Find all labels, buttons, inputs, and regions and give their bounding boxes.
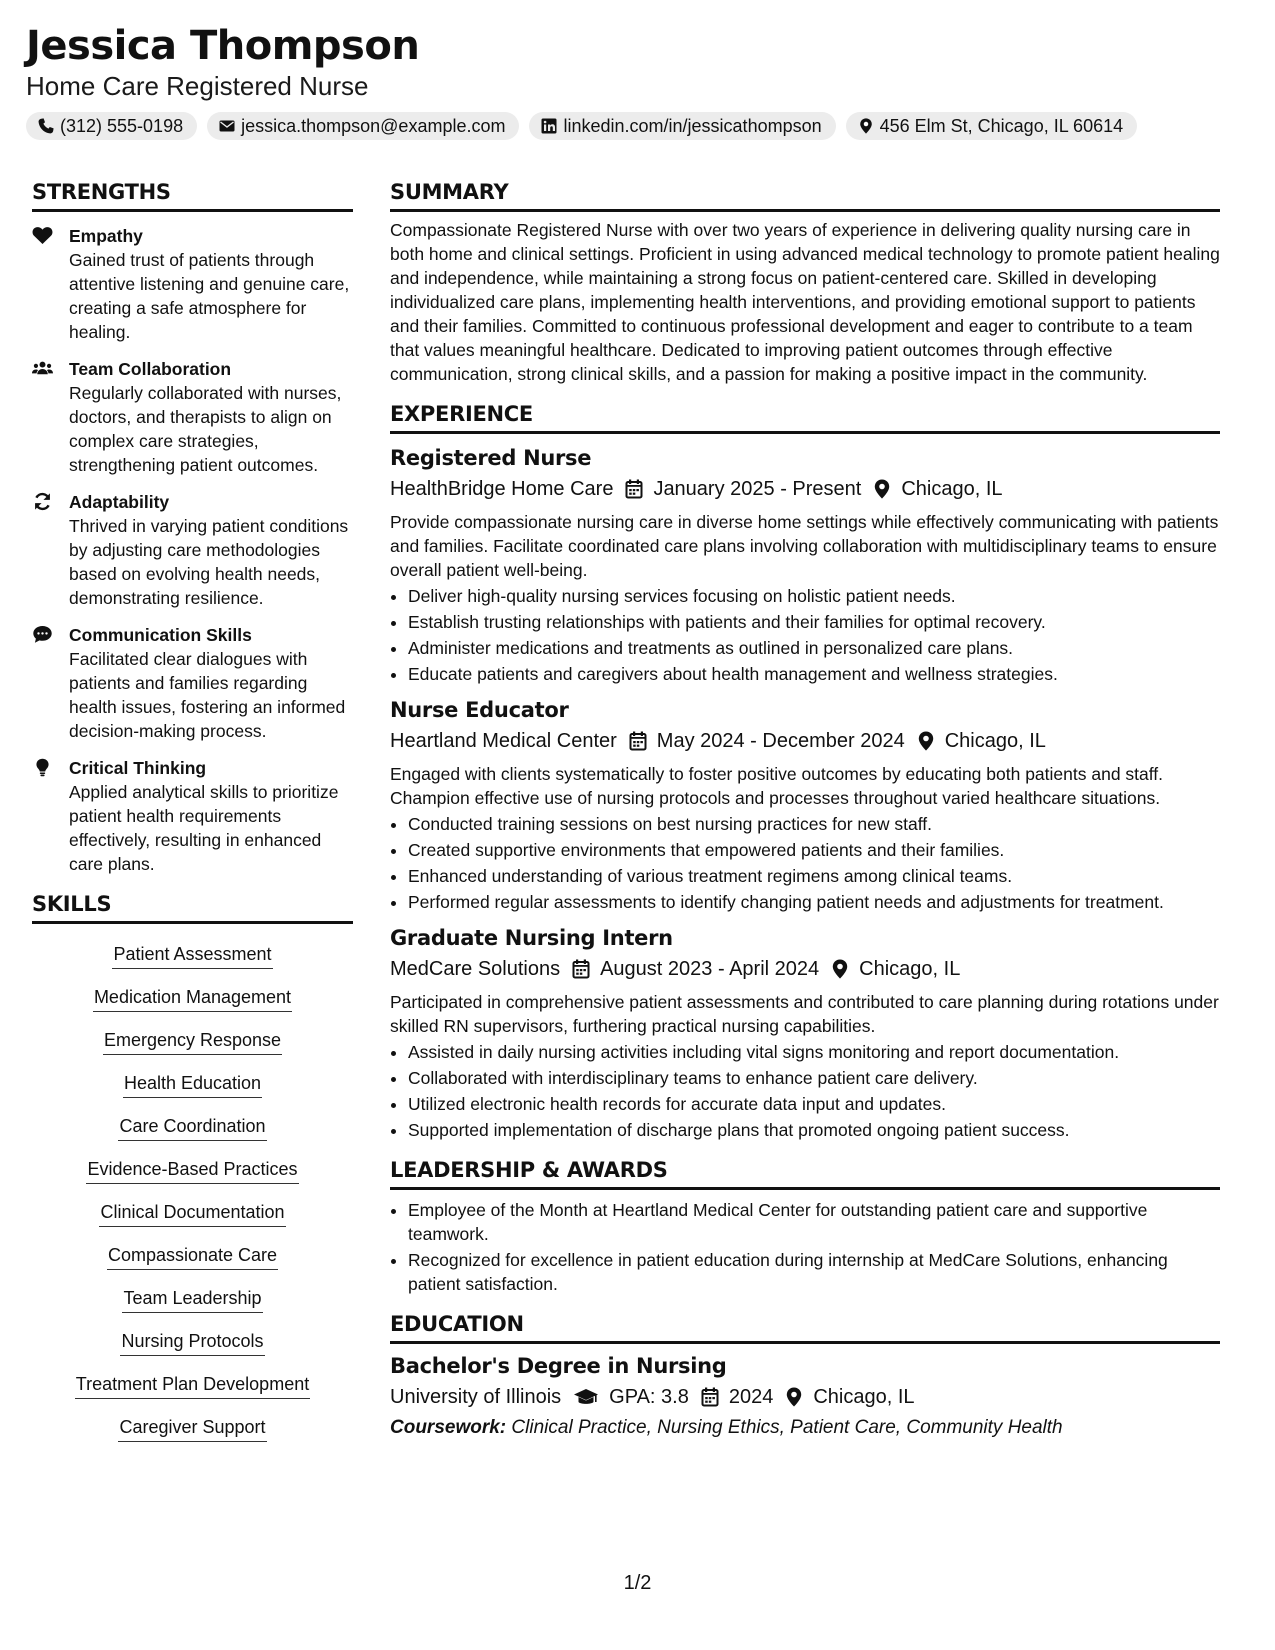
envelope-icon <box>219 118 235 134</box>
job-dates: May 2024 - December 2024 <box>656 730 905 752</box>
candidate-name: Jessica Thompson <box>26 23 420 69</box>
job-company: Heartland Medical Center <box>390 730 617 752</box>
linkedin-icon <box>541 118 557 134</box>
job-location: Chicago, IL <box>944 730 1046 752</box>
skills-heading: SKILLS <box>32 890 353 924</box>
skill-tag: Treatment Plan Development <box>75 1372 310 1399</box>
job-company: MedCare Solutions <box>390 958 561 980</box>
job-entry <box>390 444 1220 686</box>
strength-title: Team Collaboration <box>69 359 232 379</box>
strength-desc: Facilitated clear dialogues with patients and families regarding health issues, fostering an informed decision-making process. <box>69 649 346 741</box>
list-item: • Collaborated with interdisciplinary teams to enhance patient care delivery. <box>408 1066 1220 1090</box>
skill-tag: Patient Assessment <box>112 942 272 969</box>
job-meta <box>390 474 1220 504</box>
gpa: GPA: 3.8 <box>609 1386 689 1408</box>
leadership-bullets <box>390 1198 1220 1296</box>
lightbulb-icon <box>32 758 53 777</box>
education-heading: EDUCATION <box>390 1310 1220 1344</box>
job-bullets <box>390 812 1220 914</box>
job-title: Home Care Registered Nurse <box>26 71 369 101</box>
strength-item <box>32 623 353 743</box>
job-dates: August 2023 - April 2024 <box>600 958 820 980</box>
strengths-heading: STRENGTHS <box>32 178 353 212</box>
strengths-list <box>32 224 353 876</box>
list-item: • Recognized for excellence in patient education during internship at MedCare Solutions, enhancing patient satisfaction. <box>408 1248 1220 1296</box>
experience-heading: EXPERIENCE <box>390 400 1220 434</box>
skill-tag: Compassionate Care <box>107 1243 278 1270</box>
strength-item <box>32 357 353 477</box>
phone-icon <box>38 118 54 134</box>
job-location: Chicago, IL <box>901 478 1003 500</box>
skill-tag: Team Leadership <box>122 1286 262 1313</box>
linkedin-text: linkedin.com/in/jessicathompson <box>563 116 822 136</box>
right-column <box>390 178 1220 1442</box>
job-entry <box>390 924 1220 1142</box>
job-entry-title: Graduate Nursing Intern <box>390 926 673 950</box>
strength-title: Critical Thinking <box>69 758 207 778</box>
skill-tag: Health Education <box>123 1071 262 1098</box>
job-desc: Provide compassionate nursing care in diverse home settings while effectively communicating with patients and families. Facilitate coordinated care plans involving collaboration with multidisciplinary teams to ensure overall patient well-being. <box>390 512 1219 580</box>
education-meta <box>390 1382 1220 1412</box>
leadership-heading: LEADERSHIP & AWARDS <box>390 1156 1220 1190</box>
job-desc: Participated in comprehensive patient assessments and contributed to care planning during rotations under skilled RN supervisors, furthering practical nursing capabilities. <box>390 992 1219 1036</box>
list-item: • Performed regular assessments to identify changing patient needs and adjustments for treatment. <box>408 890 1220 914</box>
list-item: • Enhanced understanding of various treatment regimens among clinical teams. <box>408 864 1220 888</box>
page-number: 1/2 <box>623 1572 652 1594</box>
strength-title: Adaptability <box>69 492 170 512</box>
skill-tag: Care Coordination <box>118 1114 266 1141</box>
sync-icon <box>32 492 53 511</box>
calendar-icon <box>572 959 590 979</box>
skill-tag: Caregiver Support <box>118 1415 266 1442</box>
contact-phone[interactable] <box>26 112 197 140</box>
job-entry <box>390 696 1220 914</box>
job-company: HealthBridge Home Care <box>390 478 614 500</box>
job-entry-title: Nurse Educator <box>390 698 569 722</box>
contact-linkedin[interactable] <box>529 112 835 140</box>
map-pin-icon <box>858 118 874 134</box>
map-pin-icon <box>831 959 849 979</box>
comment-icon <box>32 625 53 644</box>
list-item: • Deliver high-quality nursing services focusing on holistic patient needs. <box>408 584 1220 608</box>
list-item: • Conducted training sessions on best nursing practices for new staff. <box>408 812 1220 836</box>
job-meta <box>390 726 1220 756</box>
list-item: • Employee of the Month at Heartland Medical Center for outstanding patient care and supportive teamwork. <box>408 1198 1220 1246</box>
list-item: • Assisted in daily nursing activities including vital signs monitoring and report documentation. <box>408 1040 1220 1064</box>
map-pin-icon <box>917 731 935 751</box>
map-pin-icon <box>785 1387 803 1407</box>
degree-title: Bachelor's Degree in Nursing <box>390 1354 727 1378</box>
email-text: jessica.thompson@example.com <box>241 116 506 136</box>
list-item: • Utilized electronic health records for accurate data input and updates. <box>408 1092 1220 1116</box>
strength-item <box>32 756 353 876</box>
address-text: 456 Elm St, Chicago, IL 60614 <box>879 116 1124 136</box>
heart-icon <box>32 226 53 245</box>
job-dates: January 2025 - Present <box>653 478 862 500</box>
coursework-label: Coursework: <box>390 1417 507 1438</box>
calendar-icon <box>701 1387 719 1407</box>
users-icon <box>32 359 53 378</box>
coursework <box>390 1414 1220 1442</box>
skill-tag: Evidence-Based Practices <box>86 1157 298 1184</box>
school-location: Chicago, IL <box>813 1386 915 1408</box>
coursework-list: Clinical Practice, Nursing Ethics, Patient Care, Community Health <box>511 1417 1063 1438</box>
summary-text: Compassionate Registered Nurse with over two years of experience in delivering quality nursing care in both home and clinical settings. Proficient in using advanced medical technology to promote patient healing and independence, while maintaining a strong focus on patient-centered care. Skilled in developing individualized care plans, implementing health interventions, and providing emotional support to patients and their families. Committed to continuous professional development and eager to contribute to a team that values meaningful healthcare. Dedicated to improving patient outcomes through effective communication, strong clinical skills, and a passion for making a positive impact in the community. <box>390 220 1220 384</box>
skill-tag: Nursing Protocols <box>120 1329 264 1356</box>
strength-title: Communication Skills <box>69 625 252 645</box>
strength-desc: Thrived in varying patient conditions by adjusting care methodologies based on evolving health needs, demonstrating resilience. <box>69 516 349 608</box>
strength-item <box>32 490 353 610</box>
strength-desc: Gained trust of patients through attentive listening and genuine care, creating a safe atmosphere for healing. <box>69 250 350 342</box>
skill-tag: Medication Management <box>93 985 292 1012</box>
contact-bar <box>26 112 1250 140</box>
job-entry-title: Registered Nurse <box>390 446 592 470</box>
phone-text: (312) 555-0198 <box>60 116 184 136</box>
strength-desc: Applied analytical skills to prioritize patient health requirements effectively, resulting in enhanced care plans. <box>69 782 339 874</box>
skill-tag: Clinical Documentation <box>99 1200 285 1227</box>
job-bullets <box>390 1040 1220 1142</box>
list-item: • Supported implementation of discharge plans that promoted ongoing patient success. <box>408 1118 1220 1142</box>
left-column <box>32 178 353 1458</box>
list-item: • Administer medications and treatments as outlined in personalized care plans. <box>408 636 1220 660</box>
job-location: Chicago, IL <box>859 958 961 980</box>
job-meta <box>390 954 1220 984</box>
grad-year: 2024 <box>728 1386 774 1408</box>
job-desc: Engaged with clients systematically to foster positive outcomes by educating both patients and staff. Champion effective use of nursing protocols and processes throughout varied healthcare situations. <box>390 764 1164 808</box>
list-item: • Educate patients and caregivers about health management and wellness strategies. <box>408 662 1220 686</box>
list-item: • Establish trusting relationships with patients and their families for optimal recovery. <box>408 610 1220 634</box>
strength-item <box>32 224 353 344</box>
skill-tag: Emergency Response <box>103 1028 282 1055</box>
summary-heading: SUMMARY <box>390 178 1220 212</box>
skills-list <box>32 942 353 1458</box>
list-item: • Created supportive environments that empowered patients and their families. <box>408 838 1220 862</box>
school-name: University of Illinois <box>390 1386 562 1408</box>
calendar-icon <box>629 731 647 751</box>
strength-desc: Regularly collaborated with nurses, doctors, and therapists to align on complex care strategies, strengthening patient outcomes. <box>69 383 342 475</box>
graduation-cap-icon <box>573 1388 599 1406</box>
contact-address[interactable] <box>846 112 1137 140</box>
contact-email[interactable] <box>207 112 519 140</box>
map-pin-icon <box>873 479 891 499</box>
calendar-icon <box>625 479 643 499</box>
strength-title: Empathy <box>69 226 143 246</box>
job-bullets <box>390 584 1220 686</box>
